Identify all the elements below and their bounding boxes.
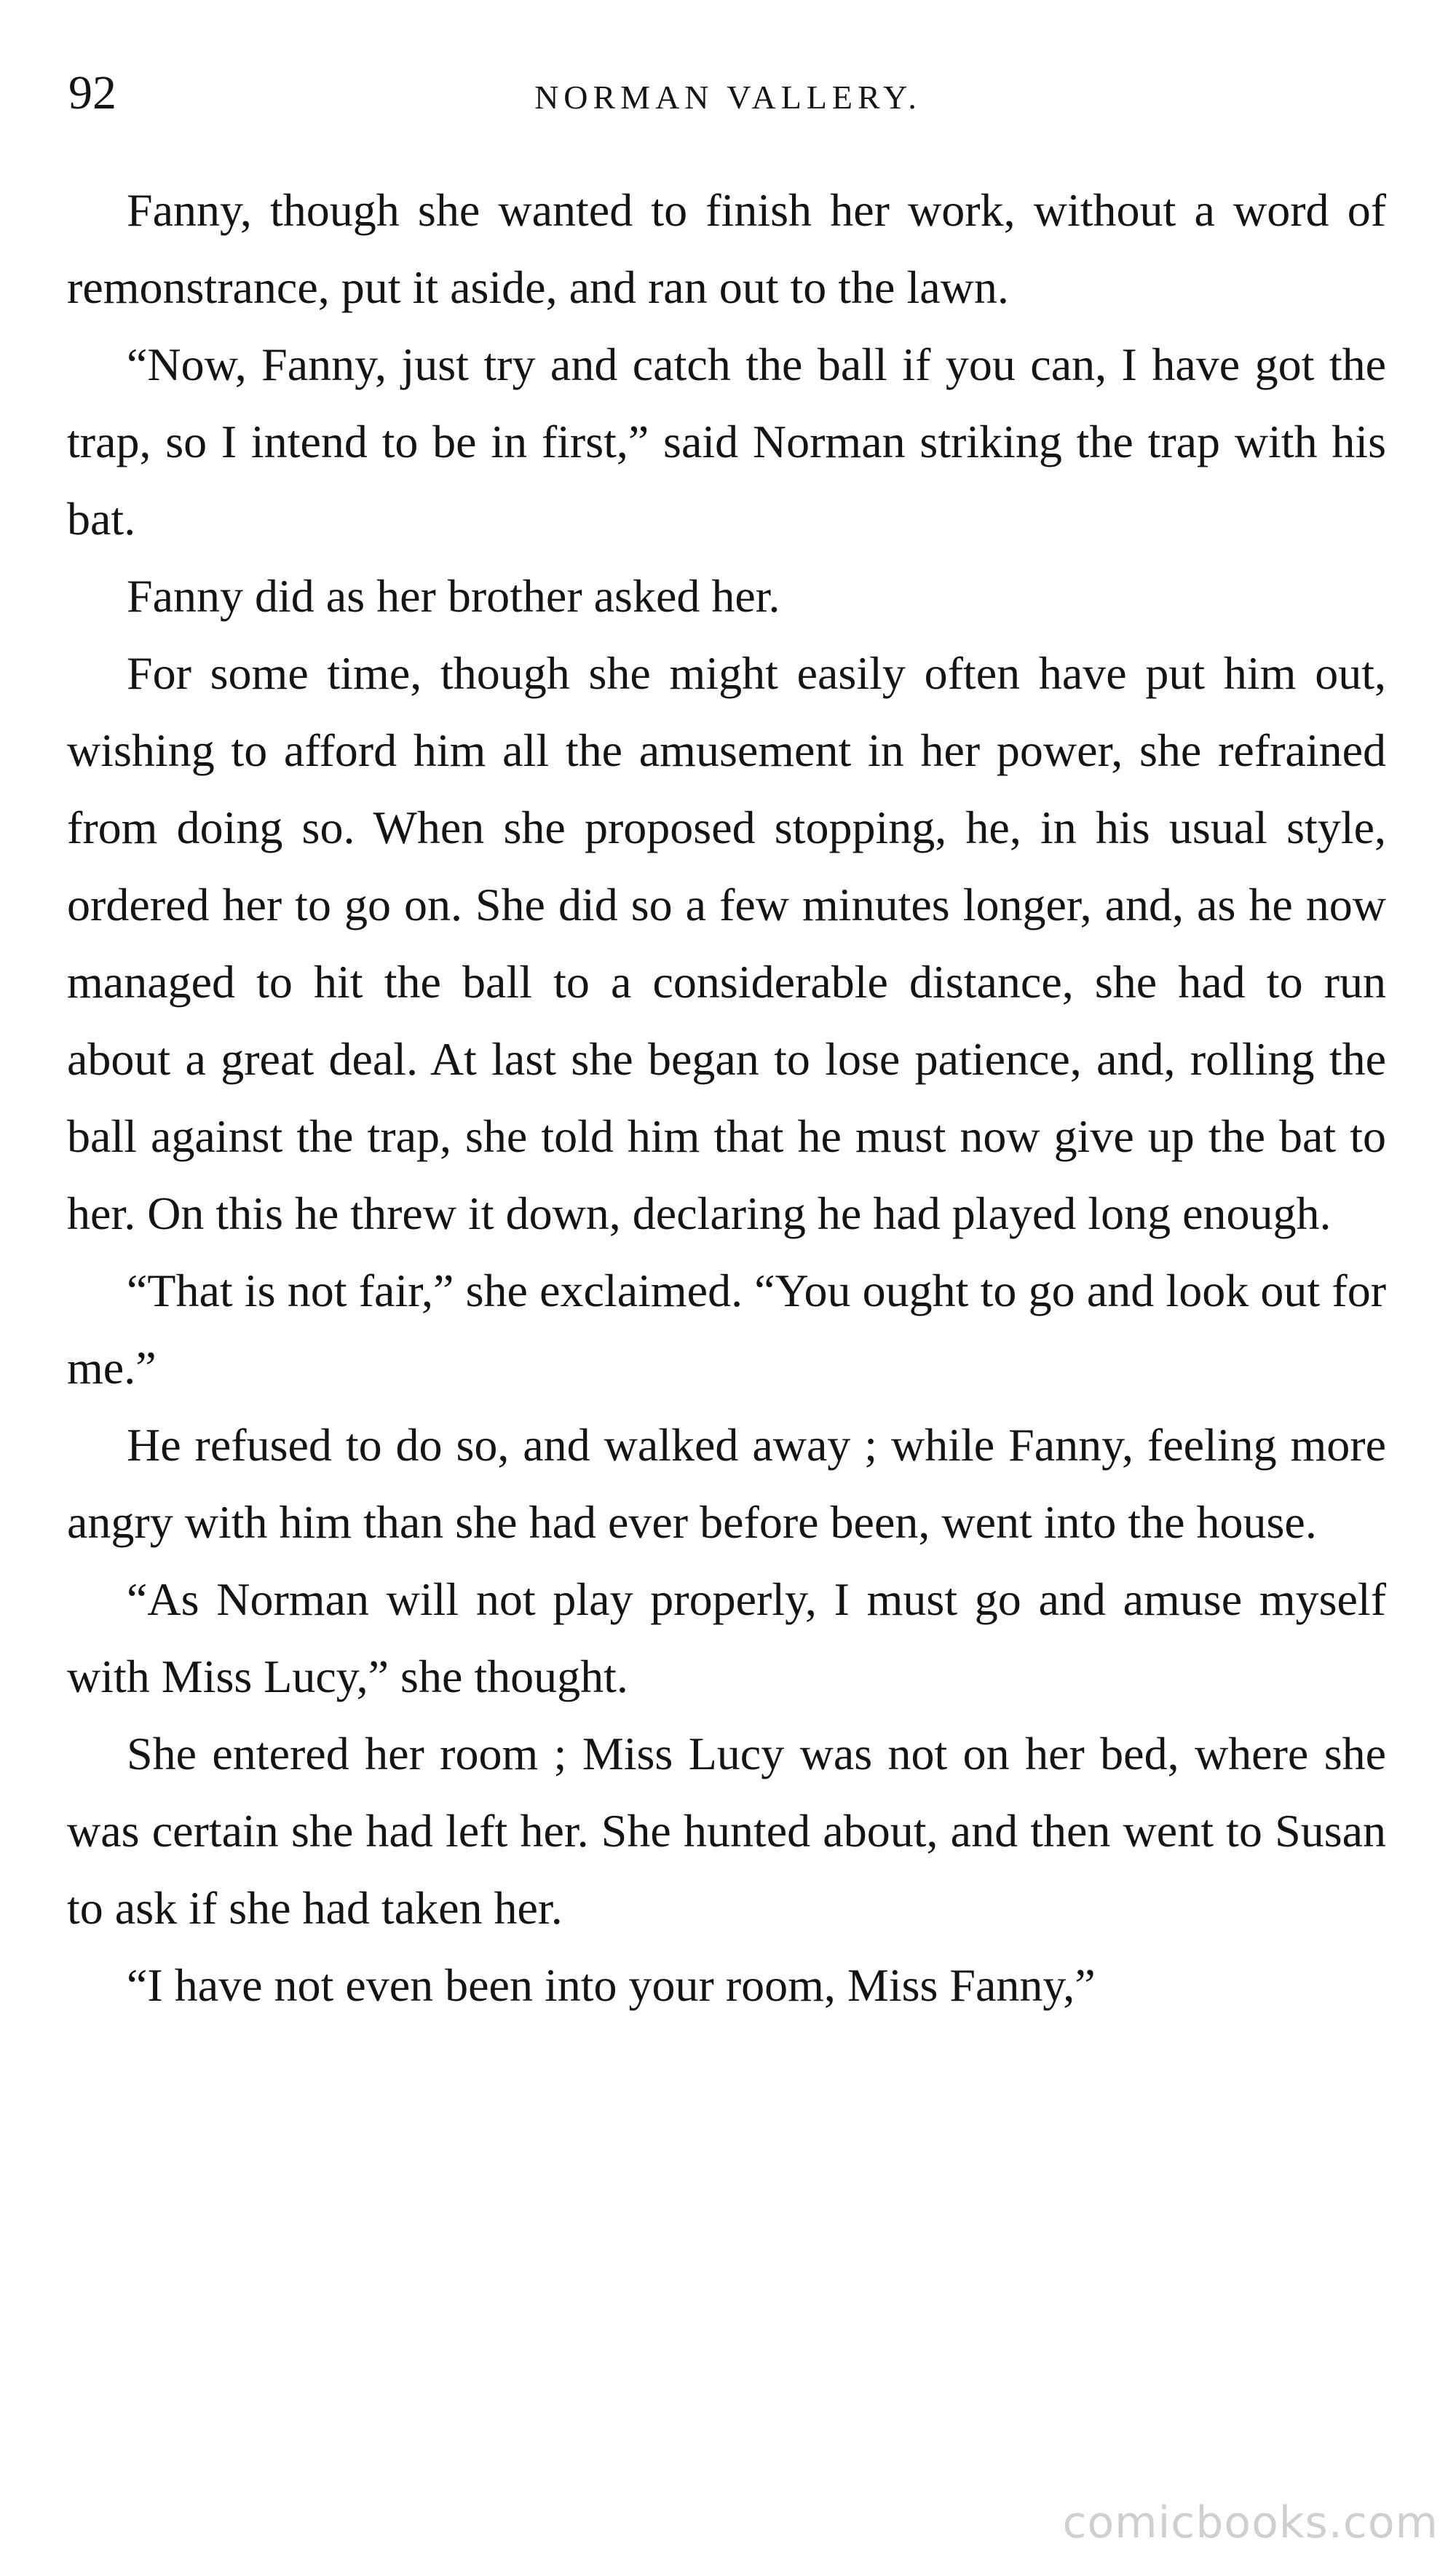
paragraph: She entered her room ; Miss Lucy was not on her bed, where she was certain she had left her. She hunted about, and then went to Susan to ask if she had taken her. xyxy=(67,1728,1386,1934)
running-title: NORMAN VALLERY. xyxy=(534,79,922,116)
page-number: 92 xyxy=(68,66,116,119)
paragraph: “Now, Fanny, just try and catch the ball if you can, I have got the trap, so I intend to be in first,” said Norman striking the trap with his bat. xyxy=(67,339,1386,545)
paragraph: Fanny did as her brother asked her. xyxy=(127,570,780,622)
body-text xyxy=(67,172,1386,2024)
paragraph: “As Norman will not play properly, I must go and amuse myself with Miss Lucy,” she thought. xyxy=(67,1573,1386,1702)
paragraph: For some time, though she might easily often have put him out, wishing to afford him all the amusement in her power, she refrained from doing so. When she proposed stopping, he, in his usual style, ordered her to go on. She did so a few minutes longer, and, as he now managed to hit the ball to a considerable distance, she had to run about a great deal. At last she began to lose patience, and, rolling the ball against the trap, she told him that he must now give up the bat to her. On this he threw it down, declaring he had played long enough. xyxy=(67,647,1386,1239)
page-header xyxy=(64,64,1392,122)
paragraph: Fanny, though she wanted to finish her work, without a word of remonstrance, put it aside, and ran out to the lawn. xyxy=(67,184,1386,313)
watermark: comicbooks.com xyxy=(1062,2497,1439,2548)
paragraph: “I have not even been into your room, Miss Fanny,” xyxy=(127,1959,1096,2011)
paragraph: “That is not fair,” she exclaimed. “You ought to go and look out for me.” xyxy=(67,1265,1386,1394)
paragraph: He refused to do so, and walked away ; while Fanny, feeling more angry with him than she had ever before been, went into the house. xyxy=(67,1419,1386,1548)
